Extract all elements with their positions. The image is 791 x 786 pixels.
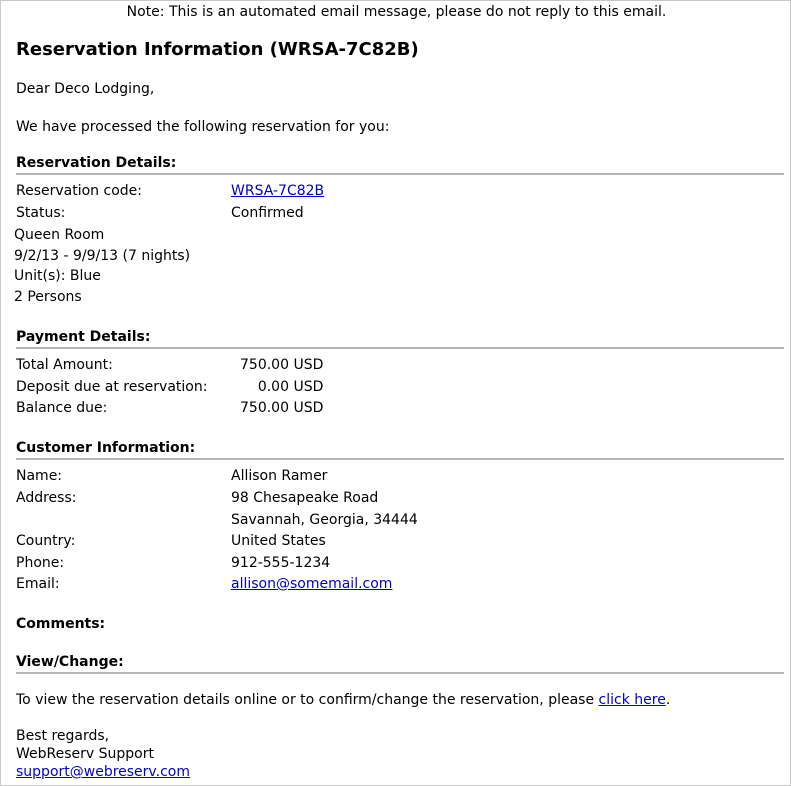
deposit-value xyxy=(231,378,323,396)
deposit-currency: USD xyxy=(293,379,324,395)
payment-details-heading: Payment Details: xyxy=(16,328,784,349)
balance-label: Balance due: xyxy=(16,400,108,416)
country-value: United States xyxy=(231,533,326,549)
balance-value xyxy=(231,399,323,417)
page-title: Reservation Information (WRSA-7C82B) xyxy=(16,39,419,60)
address-line1: 98 Chesapeake Road xyxy=(231,490,379,506)
closing-signature: WebReserv Support xyxy=(16,746,154,762)
deposit-label: Deposit due at reservation: xyxy=(16,379,208,395)
status-label: Status: xyxy=(16,205,66,221)
name-value: Allison Ramer xyxy=(231,468,328,484)
reservation-code-label: Reservation code: xyxy=(16,183,142,199)
address-label: Address: xyxy=(16,490,77,506)
balance-currency: USD xyxy=(293,400,324,416)
total-amount-label: Total Amount: xyxy=(16,357,113,373)
comments-heading: Comments: xyxy=(16,616,106,632)
stay-dates: 9/2/13 - 9/9/13 (7 nights) xyxy=(14,248,191,264)
balance-amount: 750.00 xyxy=(240,400,289,416)
address-line2: Savannah, Georgia, 34444 xyxy=(231,512,418,528)
units: Unit(s): Blue xyxy=(14,268,101,284)
country-label: Country: xyxy=(16,533,76,549)
view-change-sentence: To view the reservation details online or to confirm/change the reservation, please xyxy=(16,692,599,708)
reservation-details-heading: Reservation Details: xyxy=(16,154,784,175)
total-amount: 750.00 xyxy=(240,357,289,373)
room-type: Queen Room xyxy=(14,227,105,243)
greeting: Dear Deco Lodging, xyxy=(16,81,155,97)
view-change-heading: View/Change: xyxy=(16,653,784,674)
customer-email-link[interactable]: allison@somemail.com xyxy=(231,576,393,592)
phone-value: 912-555-1234 xyxy=(231,555,331,571)
click-here-link[interactable]: click here xyxy=(598,692,666,708)
support-email-link[interactable]: support@webreserv.com xyxy=(16,764,190,780)
deposit-amount: 0.00 xyxy=(257,379,289,395)
customer-information-heading: Customer Information: xyxy=(16,439,784,460)
automated-notice: Note: This is an automated email message, please do not reply to this email. xyxy=(126,4,667,20)
name-label: Name: xyxy=(16,468,63,484)
closing-regards: Best regards, xyxy=(16,728,110,744)
persons: 2 Persons xyxy=(14,289,82,305)
intro-text: We have processed the following reservation for you: xyxy=(16,119,390,135)
phone-label: Phone: xyxy=(16,555,65,571)
email-label: Email: xyxy=(16,576,60,592)
total-amount-value xyxy=(231,356,323,374)
view-change-period: . xyxy=(665,692,671,708)
view-change-text xyxy=(16,691,670,709)
total-currency: USD xyxy=(293,357,324,373)
reservation-code-link[interactable]: WRSA-7C82B xyxy=(231,183,325,199)
status-value: Confirmed xyxy=(231,205,304,221)
